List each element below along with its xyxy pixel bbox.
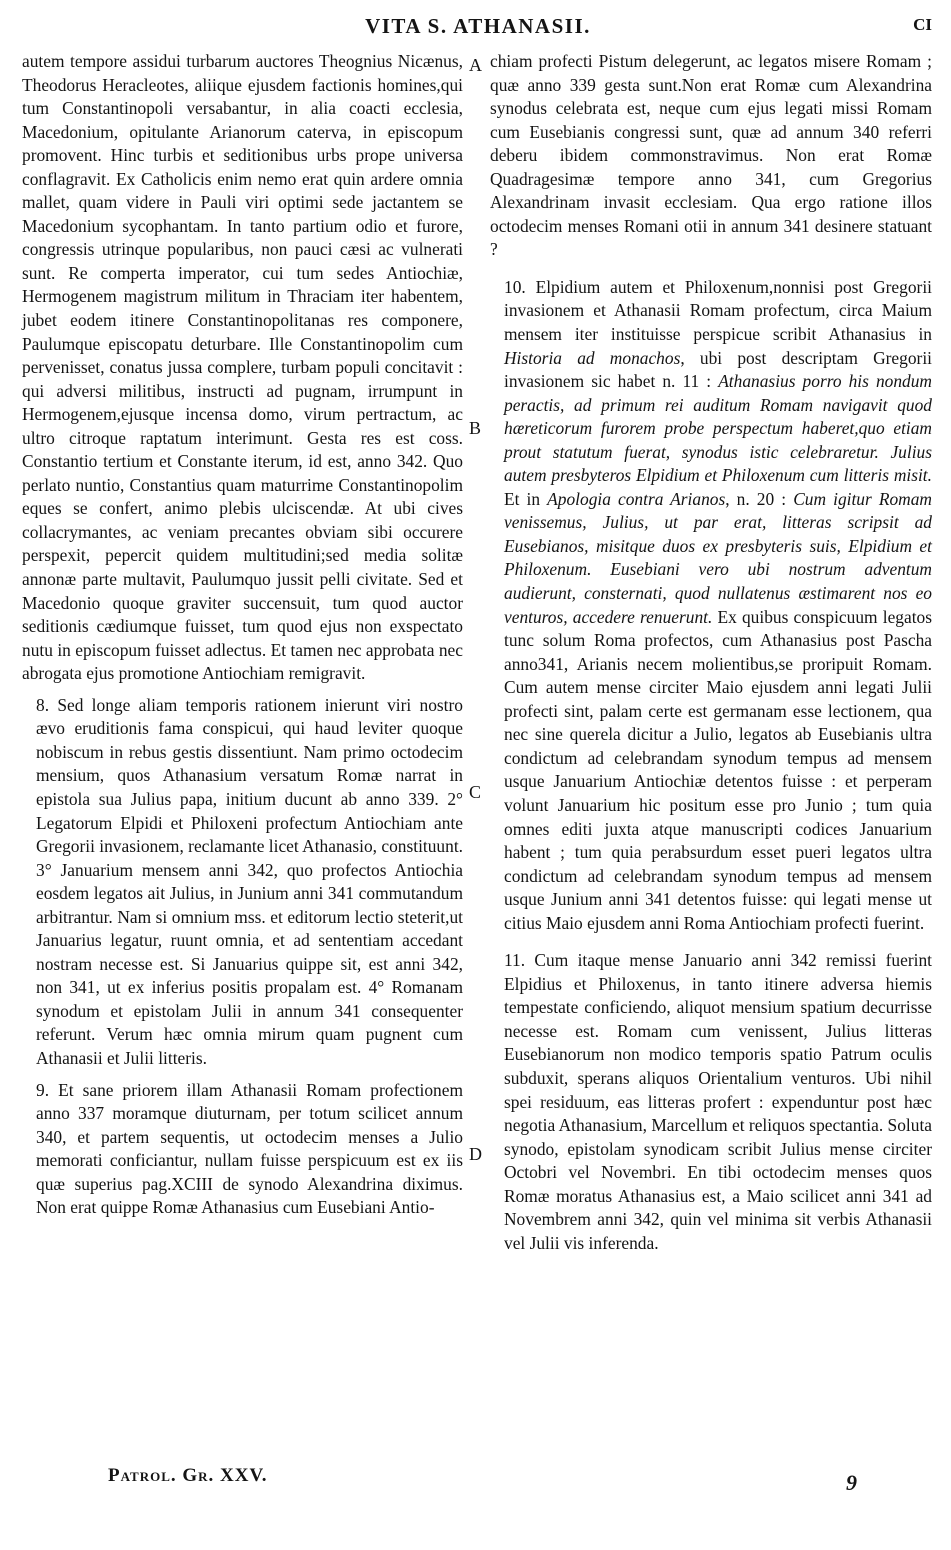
- paragraph-9: 9. Et sane priorem illam Athanasii Romam profectionem anno 337 moramque diuturnam, per totum scilicet annum 340, et partem sequentis, ut octodecim menses a Julio memorati conficiantur, nullam fuisse perspicuum est ex iis quæ superius pag.XCIII de synodo Alexandrina diximus. Non erat quippe Romæ Athanasius cum Eusebiani Antio-: [36, 1079, 463, 1218]
- paragraph-8: 8. Sed longe aliam temporis rationem inierunt viri nostro ævo eruditionis fama conspicui, qui haud leviter quoque nobiscum in rebus gestis dissentiunt. Nam primo octodecim mensium, quos Athanasium versatum Romæ narrat in epistola sua Julius papa, initium ducunt ab anno 339. 2° Legatorum Elpidi et Philoxeni profectum Antiochiam ante Gregorii invasionem, reclamante licet Athanasio, constituunt. 3° Januarium mensem anni 342, quo profectos Antiochia eosdem legatos ait Julius, in Junium anni 341 commutandum arbitrantur. Nam si omnium mss. et editorum lectio steterit,ut Januarius legatur, ruunt omnia, et ad sententiam accedant nostram necesse est. Si Januarius quippe sit, est anni 342, non 341, ut ex inferius positis propalam est. 4° Romanam synodum et epistolam Julii in annum 341 consequenter referunt. Verum hæc omnia mirum quam pugnent cum Athanasii et Julii litteris.: [36, 694, 463, 1068]
- text-run: Et in: [504, 488, 548, 509]
- quotation: Cum igitur Romam venissemus, Julius, ut par erat, litteras scripsit ad Eusebianos, misitque duos ex presbyteris suis, Elpidium et Philoxenum. Eusebiani vero ubi nostrum adventum audierunt, consternati, quod nullatenus æstimarent nos eo venturos, accedere renuerunt.: [504, 488, 932, 627]
- paragraph-11: 11. Cum itaque mense Januario anni 342 remissi fuerint Elpidius et Philoxenus, in tanto itinere adversa hiemis tempestate conficiendo, aliquot mensium spatium decurrisse necesse est. Romam cum venissent, Julius litteras Eusebianorum non modico temporis spatio Patrum oculis subduxit, sperans aliquos Orientalium venturos. Ubi nihil spei residuum, eas litteras profert : expenduntur post hæc negotia Athanasium, Marcellum et reliquos spectantia. Soluta synodo, epistolam synodicam scribit Julius mense circiter Octobri vel Novembri. En tibi octodecim menses quos Romæ moratus Athanasius est, a Maio scilicet anni 341 ad Novembrem anni 342, quin vel minima sit verbis Athanasii vel Julii vis inferenda.: [504, 950, 932, 1253]
- paragraph-7-continued: autem tempore assidui turbarum auctores Theognius Nicænus, Theodorus Heracleotes, aliique ejusdem factionis homines,qui tum Constantinopoli versabantur, in alia coacti ecclesia, Macedonium, opitulante Arianorum caterva, in episcopum promovent. Hinc turbis et seditionibus urbs prope universa conflagravit. Ex Catholicis enim nemo erat quin ardere omnia mallet, quam videre in Pauli viri optimi sede jactantem se Macedonium sycophantam. In tanto partium odio et furore, congressis utrinque popularibus, non pauci cæsi ac vulnerati sunt. Re comperta imperator, cui tum sedes Antiochiæ, Hermogenem magistrum militum in Thraciam iter habentem, jubet eodem itinere Constantinopolitanas res componere, Paulumque episcopatu deturbare. Ille Constantinopolim cum pervenisset, conatus jussa complere, turbam populi concitavit : qui adversi militibus, instructi ad pugnam, irrumpunt in Hermogenem,ejusque incensa domo, virum pertractum, ac ultro citroque raptatum interimunt. Gesta res est coss. Constantio tertium et Constante iterum, id est, anno 342. Quo perlato nuntio, Constantius quam maturrime Constantinopolim eques se confert, animo plebis ulciscendæ. At ubi cives collacrymantes, ac veniam precantes obviam sibi occurere perspexit, pepercit quidem multitudini;sed media solitæ annonæ parte multavit, Paulumquo jussit pelli civitate. Sed et Macedonio quoque graviter succensuit, tum quod auctor seditionis cædiumque fuisset, tum quod ejus non exspectato nutu in episcopum fuisset adlectus. Et tamen nec approbata nec abrogata ejus promotione Antiochiam remigravit.: [22, 51, 463, 684]
- margin-letter-d: D: [469, 1144, 482, 1164]
- text-run: 10. Elpidium autem et Philoxenum,nonnisi post Gregorii invasionem et Athanasii Romam profectum, circa Maium mensem iter instituisse perspicue scribit Athanasius in: [504, 276, 932, 345]
- text-run: , n. 20 :: [725, 488, 794, 509]
- right-column: [490, 50, 932, 1255]
- left-column: [22, 50, 463, 1220]
- paragraph-10: [490, 276, 932, 935]
- work-title: Historia ad monachos: [504, 347, 681, 368]
- paragraph-9-continued: chiam profecti Pistum delegerunt, ac legatos misere Romam ; quæ anno 339 gesta sunt.Non erat Romæ cum Alexandrina synodus celebrata est, neque cum ejus legati missi Romam cum Eusebianis congressi sunt, quæ ad annum 340 referri deberu ibidem commonstravimus. Non erat Romæ Quadragesimæ tempore anno 341, cum Gregorius Alexandrinam invasit ecclesiam. Qua ergo ratione illos octodecim menses Romani otii in annum 341 desinere statuant ?: [490, 51, 932, 260]
- page-title: VITA S. ATHANASII.: [365, 14, 591, 38]
- text-run: , ubi post descriptam Gregorii invasionem sic habet n. 11 :: [504, 347, 932, 392]
- footer-signature: Patrol. Gr. XXV.: [108, 1465, 268, 1486]
- margin-letter-b: B: [469, 418, 482, 438]
- margin-letter-a: A: [469, 55, 482, 75]
- footer-gathering-mark: 9: [846, 1470, 857, 1495]
- work-title: Apologia contra Arianos: [547, 488, 726, 509]
- text-run: Ex quibus conspicuum legatos tunc solum Roma profectos, cum Athanasius post Pascha anno341, Arianis necem molientibus,se proripuit Romam. Cum autem mense circiter Maio ejusdem anni legati Julii profecti sint, palam certe est germanam esse lectionem, qua nec sine querela dicitur a Julio, legatos ab Eusebianis ultra condictum ad celebrandam synodum tempus ad mensem usque Januarium Antiochiæ detentos fuisse : et perperam volunt Januarium hic positum esse pro Junio ; tum quia omnes editi juxta atque manuscripti codices Januarium habent ; tum quia perabsurdum esset pueri legatos ultra condictum ad celebrandam synodum tempus ad mensem usque Junium anni 341 detentos fuisse: qui legati mense ut citius Maio ejusdem anni Roma Antiochiam profecti fuerint.: [504, 606, 932, 933]
- page-number: CI: [913, 15, 932, 34]
- page-header: [22, 14, 934, 44]
- margin-letter-c: C: [469, 782, 482, 802]
- quotation: Athanasius porro his nondum peractis, ad primum rei auditum Romam navigavit quod hæreticorum furorem probe perspectum haberet,quo etiam prout statutum fuerat, synodus istic celebraretur. Julius autem presbyteros Elpidium et Philoxenum cum litteris misit.: [504, 371, 932, 486]
